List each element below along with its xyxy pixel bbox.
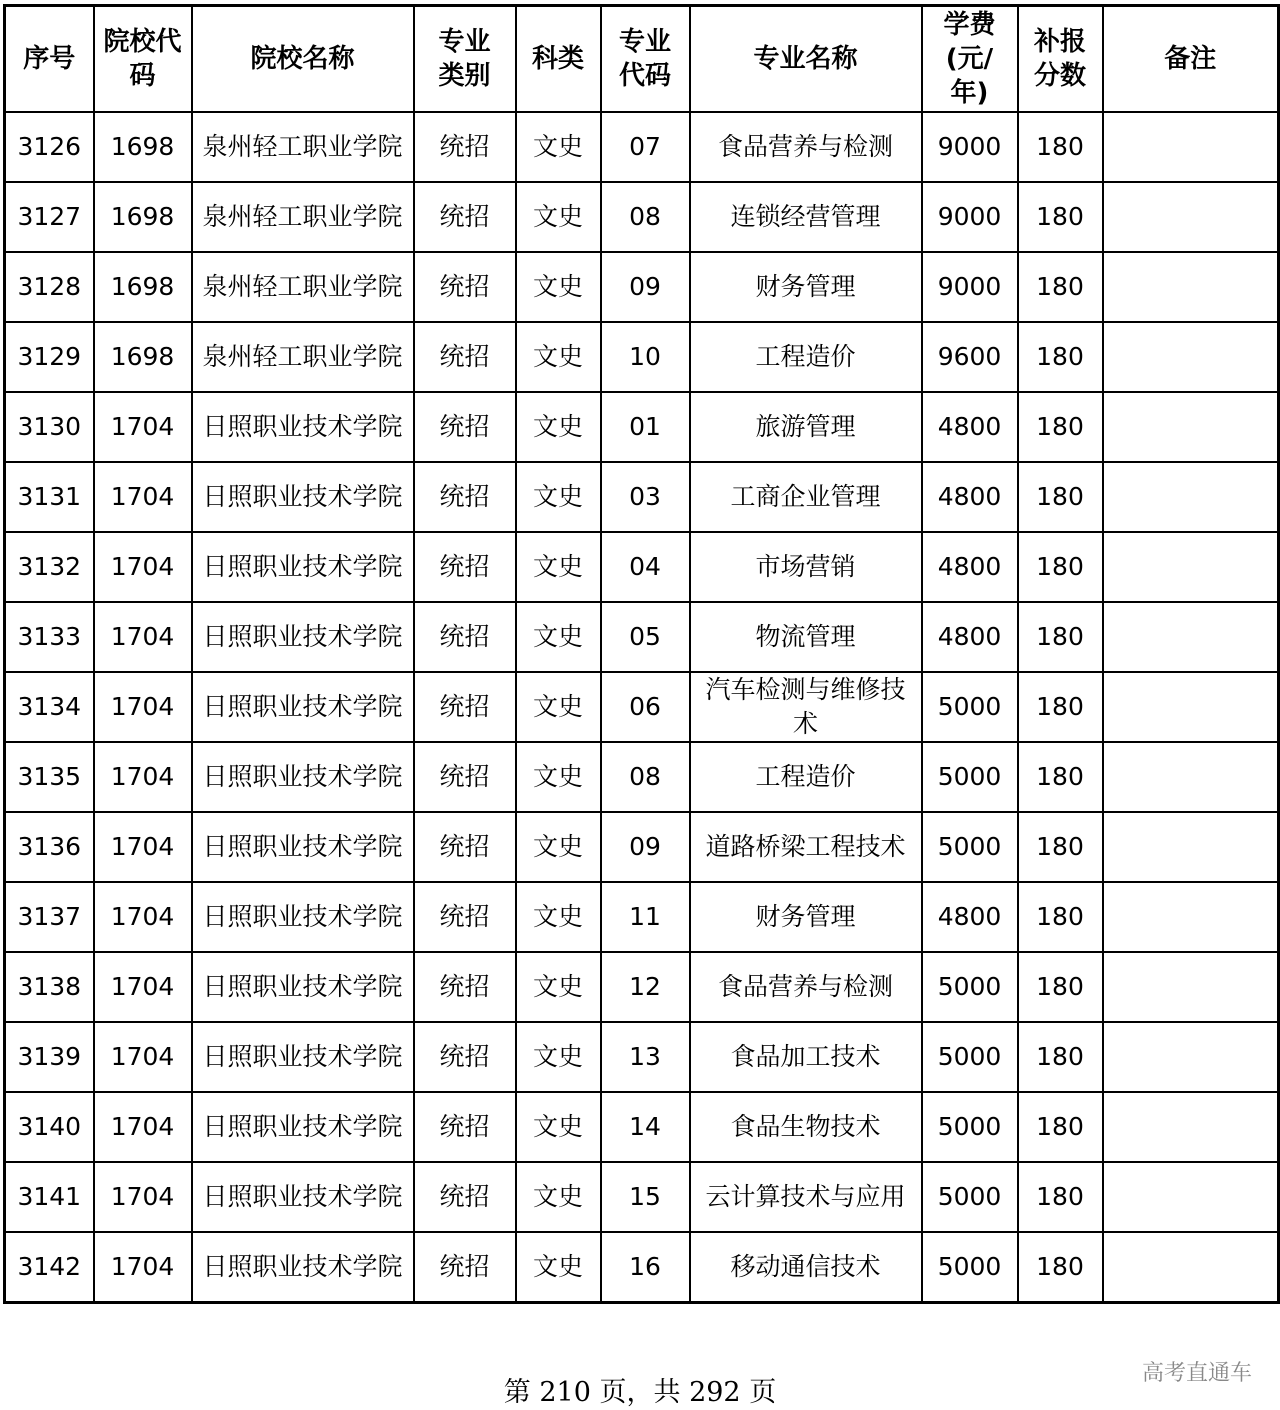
table-row [5, 882, 1279, 952]
cell-school-name [192, 322, 414, 392]
cell-school-name-text: 日照职业技术学院 [202, 692, 403, 721]
cell-school-name [192, 1162, 414, 1232]
cell-seq: 3138 [5, 952, 94, 1022]
cell-school-name-text: 泉州轻工职业学院 [202, 342, 403, 371]
cell-school-name [192, 882, 414, 952]
cell-score: 180 [1018, 182, 1103, 252]
cell-remark [1103, 812, 1279, 882]
cell-fee: 9000 [922, 112, 1018, 182]
cell-seq: 3131 [5, 462, 94, 532]
cell-major-code: 01 [601, 392, 690, 462]
cell-major-name-text: 旅游管理 [755, 412, 856, 441]
cell-score: 180 [1018, 812, 1103, 882]
cell-major-name [690, 672, 922, 742]
cell-major-name [690, 1092, 922, 1162]
cell-subject: 文史 [516, 392, 601, 462]
cell-major-name-text: 工程造价 [755, 762, 856, 791]
header-major-code [601, 6, 690, 113]
cell-school-code: 1704 [94, 1022, 192, 1092]
cell-subject: 文史 [516, 462, 601, 532]
table-row [5, 112, 1279, 182]
cell-major-code: 12 [601, 952, 690, 1022]
cell-remark [1103, 1232, 1279, 1303]
header-score [1018, 6, 1103, 113]
cell-subject: 文史 [516, 742, 601, 812]
cell-school-code: 1704 [94, 392, 192, 462]
cell-fee: 4800 [922, 392, 1018, 462]
cell-remark [1103, 952, 1279, 1022]
cell-school-name-text: 日照职业技术学院 [202, 622, 403, 651]
cell-fee: 4800 [922, 882, 1018, 952]
cell-score: 180 [1018, 112, 1103, 182]
cell-major-name [690, 182, 922, 252]
cell-subject: 文史 [516, 952, 601, 1022]
header-subject: 科类 [516, 6, 601, 113]
cell-school-code: 1704 [94, 672, 192, 742]
cell-major-code: 08 [601, 742, 690, 812]
header-major-type-label: 专业类别 [438, 27, 491, 91]
cell-major-name [690, 532, 922, 602]
cell-school-name-text: 泉州轻工职业学院 [202, 132, 403, 161]
cell-school-code: 1698 [94, 322, 192, 392]
cell-subject: 文史 [516, 182, 601, 252]
cell-seq: 3141 [5, 1162, 94, 1232]
cell-major-type: 统招 [414, 462, 516, 532]
cell-major-code: 08 [601, 182, 690, 252]
admissions-table [3, 4, 1280, 1304]
cell-major-name-text: 汽车检测与维修技术 [705, 675, 906, 738]
cell-subject: 文史 [516, 882, 601, 952]
cell-major-code: 05 [601, 602, 690, 672]
cell-school-code: 1704 [94, 1092, 192, 1162]
cell-subject: 文史 [516, 322, 601, 392]
cell-score: 180 [1018, 672, 1103, 742]
cell-major-code: 07 [601, 112, 690, 182]
cell-school-name-text: 日照职业技术学院 [202, 1252, 403, 1281]
cell-school-name-text: 日照职业技术学院 [202, 1112, 403, 1141]
cell-school-name [192, 1092, 414, 1162]
cell-school-code: 1704 [94, 1162, 192, 1232]
header-school-code [94, 6, 192, 113]
cell-school-code: 1704 [94, 532, 192, 602]
cell-school-code: 1704 [94, 462, 192, 532]
cell-major-type: 统招 [414, 392, 516, 462]
cell-school-code: 1698 [94, 252, 192, 322]
cell-major-code: 16 [601, 1232, 690, 1303]
cell-school-name-text: 日照职业技术学院 [202, 412, 403, 441]
cell-seq: 3140 [5, 1092, 94, 1162]
cell-score: 180 [1018, 252, 1103, 322]
cell-school-name-text: 日照职业技术学院 [202, 552, 403, 581]
table-row [5, 322, 1279, 392]
cell-major-code: 14 [601, 1092, 690, 1162]
cell-remark [1103, 532, 1279, 602]
cell-major-type: 统招 [414, 532, 516, 602]
cell-school-name-text: 泉州轻工职业学院 [202, 272, 403, 301]
cell-school-name [192, 392, 414, 462]
cell-score: 180 [1018, 602, 1103, 672]
table-row [5, 602, 1279, 672]
cell-school-name-text: 日照职业技术学院 [202, 972, 403, 1001]
cell-major-name [690, 322, 922, 392]
cell-major-name [690, 812, 922, 882]
cell-school-name [192, 742, 414, 812]
cell-major-type: 统招 [414, 112, 516, 182]
cell-major-code: 09 [601, 252, 690, 322]
cell-seq: 3135 [5, 742, 94, 812]
cell-major-type: 统招 [414, 952, 516, 1022]
cell-major-type: 统招 [414, 322, 516, 392]
cell-major-type: 统招 [414, 1022, 516, 1092]
cell-major-name [690, 252, 922, 322]
cell-school-name [192, 182, 414, 252]
cell-major-code: 04 [601, 532, 690, 602]
cell-major-type: 统招 [414, 1162, 516, 1232]
cell-score: 180 [1018, 1232, 1103, 1303]
cell-remark [1103, 742, 1279, 812]
header-major-code-label: 专业代码 [618, 27, 671, 91]
cell-remark [1103, 112, 1279, 182]
cell-subject: 文史 [516, 812, 601, 882]
table-row [5, 182, 1279, 252]
cell-seq: 3132 [5, 532, 94, 602]
table-row [5, 532, 1279, 602]
cell-seq: 3129 [5, 322, 94, 392]
cell-major-code: 11 [601, 882, 690, 952]
cell-major-name-text: 食品加工技术 [730, 1042, 881, 1071]
table-row [5, 672, 1279, 742]
cell-major-name-text: 云计算技术与应用 [705, 1182, 906, 1211]
cell-major-name [690, 112, 922, 182]
cell-fee: 5000 [922, 1162, 1018, 1232]
table-row [5, 1162, 1279, 1232]
cell-subject: 文史 [516, 532, 601, 602]
cell-remark [1103, 1022, 1279, 1092]
cell-school-code: 1704 [94, 812, 192, 882]
cell-school-name-text: 日照职业技术学院 [202, 762, 403, 791]
page-footer: 第 210 页，共 292 页 [503, 1377, 777, 1408]
table-row [5, 1022, 1279, 1092]
cell-remark [1103, 252, 1279, 322]
cell-seq: 3133 [5, 602, 94, 672]
cell-fee: 5000 [922, 1092, 1018, 1162]
cell-remark [1103, 882, 1279, 952]
table-row [5, 1092, 1279, 1162]
cell-seq: 3130 [5, 392, 94, 462]
cell-major-code: 15 [601, 1162, 690, 1232]
cell-school-name-text: 日照职业技术学院 [202, 902, 403, 931]
cell-major-type: 统招 [414, 742, 516, 812]
cell-subject: 文史 [516, 672, 601, 742]
cell-school-name [192, 112, 414, 182]
cell-score: 180 [1018, 1022, 1103, 1092]
cell-school-name-text: 日照职业技术学院 [202, 832, 403, 861]
cell-fee: 9000 [922, 182, 1018, 252]
cell-major-name [690, 392, 922, 462]
cell-school-name [192, 952, 414, 1022]
cell-school-code: 1704 [94, 882, 192, 952]
cell-major-code: 13 [601, 1022, 690, 1092]
cell-major-name [690, 742, 922, 812]
cell-remark [1103, 1092, 1279, 1162]
header-fee [922, 6, 1018, 113]
cell-school-name-text: 日照职业技术学院 [202, 1182, 403, 1211]
cell-major-name-text: 财务管理 [755, 902, 856, 931]
cell-fee: 5000 [922, 1022, 1018, 1092]
cell-major-name [690, 602, 922, 672]
cell-seq: 3136 [5, 812, 94, 882]
cell-major-type: 统招 [414, 812, 516, 882]
cell-school-name [192, 252, 414, 322]
header-school-code-label: 院校代码 [103, 27, 182, 91]
table-body [5, 112, 1279, 1303]
cell-subject: 文史 [516, 1022, 601, 1092]
cell-seq: 3127 [5, 182, 94, 252]
cell-major-type: 统招 [414, 672, 516, 742]
cell-fee: 4800 [922, 602, 1018, 672]
cell-major-code: 09 [601, 812, 690, 882]
table-row [5, 1232, 1279, 1303]
cell-school-name [192, 672, 414, 742]
header-major-type [414, 6, 516, 113]
cell-fee: 4800 [922, 532, 1018, 602]
cell-score: 180 [1018, 532, 1103, 602]
cell-subject: 文史 [516, 112, 601, 182]
header-score-label: 补报分数 [1033, 27, 1086, 91]
cell-major-name [690, 1162, 922, 1232]
cell-major-code: 10 [601, 322, 690, 392]
cell-school-code: 1698 [94, 182, 192, 252]
cell-remark [1103, 392, 1279, 462]
header-major-name: 专业名称 [690, 6, 922, 113]
cell-remark [1103, 182, 1279, 252]
cell-major-type: 统招 [414, 602, 516, 672]
cell-fee: 5000 [922, 742, 1018, 812]
cell-subject: 文史 [516, 1162, 601, 1232]
cell-school-code: 1704 [94, 602, 192, 672]
cell-fee: 5000 [922, 672, 1018, 742]
table-row [5, 392, 1279, 462]
cell-seq: 3142 [5, 1232, 94, 1303]
cell-fee: 5000 [922, 812, 1018, 882]
watermark: 高考直通车 [1141, 1361, 1252, 1386]
cell-remark [1103, 602, 1279, 672]
cell-major-name [690, 1022, 922, 1092]
cell-score: 180 [1018, 882, 1103, 952]
cell-score: 180 [1018, 1092, 1103, 1162]
cell-school-name [192, 462, 414, 532]
cell-fee: 4800 [922, 462, 1018, 532]
cell-seq: 3134 [5, 672, 94, 742]
cell-major-name-text: 财务管理 [755, 272, 856, 301]
cell-school-name [192, 532, 414, 602]
cell-major-type: 统招 [414, 252, 516, 322]
cell-major-type: 统招 [414, 182, 516, 252]
cell-school-code: 1704 [94, 1232, 192, 1303]
cell-major-name-text: 食品生物技术 [730, 1112, 881, 1141]
cell-school-name [192, 1022, 414, 1092]
cell-school-code: 1704 [94, 742, 192, 812]
cell-seq: 3126 [5, 112, 94, 182]
table-row [5, 952, 1279, 1022]
cell-subject: 文史 [516, 1092, 601, 1162]
cell-remark [1103, 462, 1279, 532]
cell-remark [1103, 672, 1279, 742]
cell-score: 180 [1018, 322, 1103, 392]
header-seq: 序号 [5, 6, 94, 113]
cell-major-name [690, 462, 922, 532]
cell-remark [1103, 322, 1279, 392]
cell-major-name [690, 1232, 922, 1303]
cell-school-code: 1704 [94, 952, 192, 1022]
cell-score: 180 [1018, 392, 1103, 462]
cell-subject: 文史 [516, 1232, 601, 1303]
cell-fee: 9600 [922, 322, 1018, 392]
cell-fee: 9000 [922, 252, 1018, 322]
table-row [5, 812, 1279, 882]
cell-major-name-text: 道路桥梁工程技术 [705, 832, 906, 861]
cell-score: 180 [1018, 742, 1103, 812]
cell-seq: 3137 [5, 882, 94, 952]
cell-major-code: 03 [601, 462, 690, 532]
cell-seq: 3128 [5, 252, 94, 322]
cell-major-name [690, 952, 922, 1022]
table-row [5, 742, 1279, 812]
cell-score: 180 [1018, 952, 1103, 1022]
cell-school-name [192, 1232, 414, 1303]
cell-major-name-text: 工商企业管理 [730, 482, 881, 511]
cell-major-name [690, 882, 922, 952]
header-school-name: 院校名称 [192, 6, 414, 113]
cell-major-name-text: 移动通信技术 [730, 1252, 881, 1281]
cell-major-name-text: 连锁经营管理 [730, 202, 881, 231]
header-remark: 备注 [1103, 6, 1279, 113]
cell-score: 180 [1018, 462, 1103, 532]
table-row [5, 252, 1279, 322]
header-fee-label: 学费(元/年) [943, 10, 996, 108]
cell-school-name [192, 812, 414, 882]
cell-major-name-text: 工程造价 [755, 342, 856, 371]
header-row [5, 6, 1279, 113]
cell-fee: 5000 [922, 952, 1018, 1022]
cell-major-code: 06 [601, 672, 690, 742]
cell-major-name-text: 物流管理 [755, 622, 856, 651]
cell-school-code: 1698 [94, 112, 192, 182]
cell-major-type: 统招 [414, 1232, 516, 1303]
cell-major-type: 统招 [414, 1092, 516, 1162]
cell-score: 180 [1018, 1162, 1103, 1232]
cell-school-name-text: 日照职业技术学院 [202, 482, 403, 511]
cell-major-type: 统招 [414, 882, 516, 952]
cell-remark [1103, 1162, 1279, 1232]
cell-seq: 3139 [5, 1022, 94, 1092]
cell-school-name-text: 日照职业技术学院 [202, 1042, 403, 1071]
cell-major-name-text: 市场营销 [755, 552, 856, 581]
cell-school-name [192, 602, 414, 672]
cell-school-name-text: 泉州轻工职业学院 [202, 202, 403, 231]
cell-major-name-text: 食品营养与检测 [717, 972, 893, 1001]
cell-fee: 5000 [922, 1232, 1018, 1303]
table-row [5, 462, 1279, 532]
cell-subject: 文史 [516, 252, 601, 322]
cell-major-name-text: 食品营养与检测 [717, 132, 893, 161]
cell-subject: 文史 [516, 602, 601, 672]
